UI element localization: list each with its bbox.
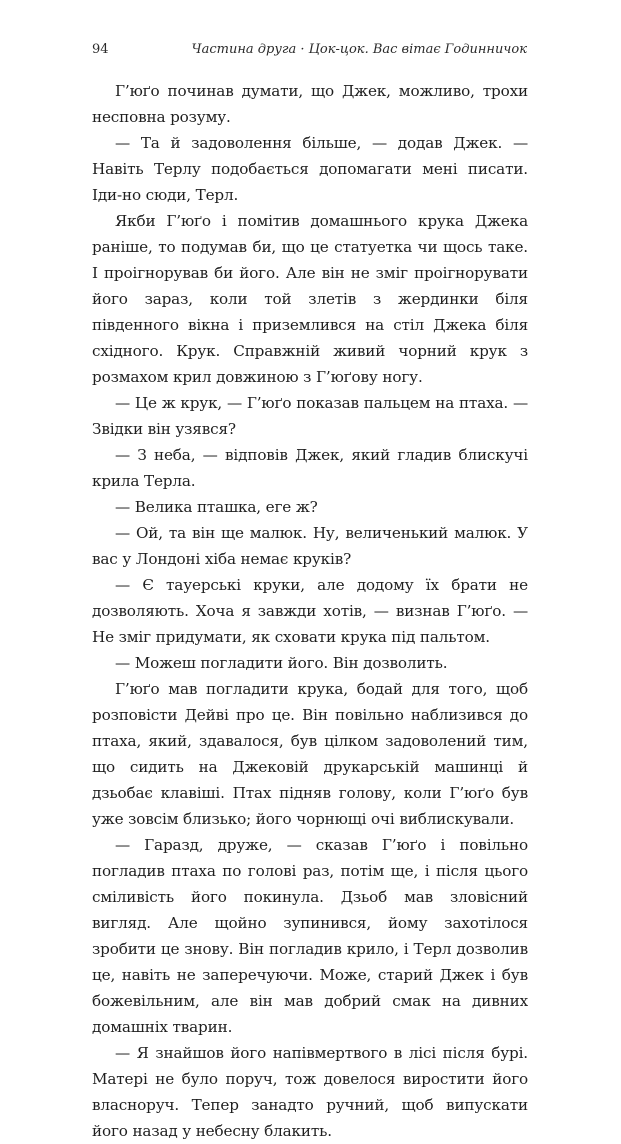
- paragraph: — Я знайшов його напівмертвого в лісі після бурі. Матері не було поруч, тож довелося виростити його власноруч. Тепер занадто ручний, щоб випускати його назад у небесну блакить.: [92, 1044, 528, 1140]
- running-head: Частина друга · Цок-цок. Вас вітає Годинничок: [191, 42, 527, 57]
- paragraph: — Є тауерські круки, але додому їх брати не дозволяють. Хоча я завжди хотів, — визнав Г’юґо. — Не зміг придумати, як сховати крука під пальтом.: [92, 576, 528, 646]
- paragraph: — Ой, та він ще малюк. Ну, величенький малюк. У вас у Лондоні хіба немає круків?: [92, 524, 528, 568]
- paragraph: — Гаразд, друже, — сказав Г’юґо і повільно погладив птаха по голові раз, потім ще, і після цього сміливість його покинула. Дзьоб мав зловісний вигляд. Але щойно зупинився, йому захотілося зробити це знову. Він погладив крило, і Терл дозволив це, навіть не заперечуючи. Може, старий Джек і був божевільним, але він мав добрий смак на дивних домашніх тварин.: [92, 836, 528, 1036]
- paragraph: — Це ж крук, — Г’юґо показав пальцем на птаха. — Звідки він узявся?: [92, 394, 528, 438]
- page-number: 94: [92, 42, 109, 57]
- paragraph: — Можеш погладити його. Він дозволить.: [115, 654, 448, 672]
- body-text: [92, 78, 528, 1144]
- paragraph: Якби Г’юґо і помітив домашнього крука Джека раніше, то подумав би, що це статуетка чи щось таке. І проігнорував би його. Але він не зміг проігнорувати його зараз, коли той злетів з жердинки біля південного вікна і приземлився на стіл Джека біля східного. Крук. Справжній живий чорний крук з розмахом крил довжиною з Г’юґову ногу.: [92, 212, 528, 386]
- paragraph: Г’юґо мав погладити крука, бодай для того, щоб розповісти Дейві про це. Він повільно наблизився до птаха, який, здавалося, був цілком задоволений тим, що сидить на Джековій друкарській машинці й дзьобає клавіші. Птах підняв голову, коли Г’юґо був уже зовсім близько; його чорнющі очі виблискували.: [92, 680, 528, 828]
- paragraph: — Велика пташка, еге ж?: [115, 498, 318, 516]
- paragraph: — Та й задоволення більше, — додав Джек. — Навіть Терлу подобається допомагати мені писати. Іди-но сюди, Терл.: [92, 134, 528, 204]
- paragraph: — З неба, — відповів Джек, який гладив блискучі крила Терла.: [92, 446, 528, 490]
- paragraph: Г’юґо починав думати, що Джек, можливо, трохи несповна розуму.: [92, 82, 528, 126]
- page-header: [92, 42, 527, 57]
